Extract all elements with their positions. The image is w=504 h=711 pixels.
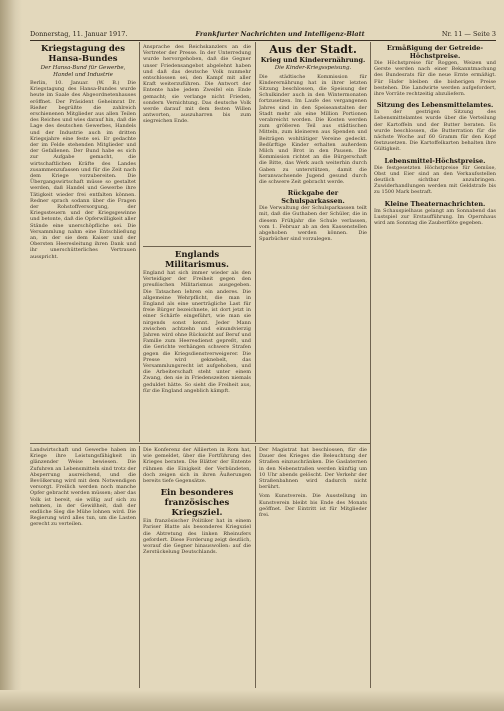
article-body: Landwirtschaft und Gewerbe haben im Kriege ihre Leistungsfähigkeit in glänzender Weise bewiesen. Die Zufuhren an Lebensmitteln sind trotz der Absperrung ausreichend, und die Bevölkerung wird mit dem Notwendigen versorgt. Freilich werden noch manche Opfer gebracht werden müssen; aber das Volk ist bereit, sie willig auf sich zu nehmen, in der Gewißheit, daß der endliche Sieg die Mühe lohnen wird. Die Regierung wird alles tun, um die Lasten gerecht zu verteilen. [30,447,136,528]
article-body: Die Höchstpreise für Roggen, Weizen und Gerste werden nach einer Bekanntmachung des Bundesrats für die neue Ernte ermäßigt. Für Hafer bleiben die bisherigen Preise bestehen. Die Landwirte werden aufgefordert, ihre Vorräte rechtzeitig abzuliefern. [374,60,496,98]
article-body: Die Konferenz der Alliierten in Rom hat, wie gemeldet, über die Fortführung des Krieges beraten. Die Blätter der Entente rühmen die Einigkeit der Verbündeten, doch zeigen sich in ihren Äußerungen bereits tiefe Gegensätze. [143,447,251,485]
article-title: Ein besonderes französisches Kriegsziel. [160,488,234,519]
article-divider [143,246,251,247]
article-body: Ein französischer Politiker hat in einem Pariser Blatte als besonderes Kriegsziel die Abtretung des linken Rheinufers gefordert. Diese Forderung zeigt deutlich, worauf die Gegner hinauswollen: auf die Zerstückelung Deutschlands. [143,518,251,556]
article-chancellor [143,44,251,254]
article-title: Lebensmittel-Höchstpreise. [384,156,486,165]
article-city-news [259,44,367,442]
article-body: Die Verwaltung der Schulsparkassen teilt mit, daß die Guthaben der Schüler, die in diesem Frühjahr die Schule verlassen, vom 1. Februar ab an den Kassenstellen abgehoben werden können. Die Sparbücher sind vorzulegen. [259,205,367,243]
article-subtitle: Die Kinder-Kriegsspeisung. [274,65,352,71]
article-title: Kleine Theaternachrichten. [384,199,486,208]
article-body: In der gestrigen Sitzung des Lebensmittelamtes wurde über die Verteilung der Kartoffeln und der Butter beraten. Es wurde beschlossen, die Butterration für die nächste Woche auf 60 Gramm für den Kopf festzusetzen. Die Kartoffelkarten behalten ihre Gültigkeit. [374,109,496,153]
article-england-militarism [143,250,251,442]
article-hansa-bund [30,44,136,442]
article-right-column [374,44,496,688]
header-masthead: Frankfurter Nachrichten und Intelligenz-Blatt [195,30,365,38]
article-body: Der Magistrat hat beschlossen, für die Dauer des Krieges die Beleuchtung der Straßen einzuschränken. Die Gaslaternen in den Nebenstraßen werden künftig um 10 Uhr abends gelöscht. Der Verkehr der Straßenbahnen wird dadurch nicht berührt. [259,447,367,491]
article-body: Im Schauspielhaus gelangt am Sonnabend das Lustspiel zur Erstaufführung. Im Opernhaus wird am Sonntag die Zauberflöte gegeben. [374,207,496,227]
article-title: Kriegstagung des Hansa-Bundes [40,44,125,64]
article-title: Ermäßigung der Getreide-Höchstpreise. [386,44,484,60]
article-body: Ansprache des Reichskanzlers an die Vertreter der Presse. In der Unterredung wurde hervorgehoben, daß die Gegner unser Friedensangebot abgelehnt haben und daß das deutsche Volk nunmehr entschlossen sei, den Kampf mit aller Kraft weiterzuführen. Die Antwort der Entente habe jedem Zweifel ein Ende gemacht; sie verlange nicht Frieden, sondern Vernichtung. Das deutsche Volk werde darauf mit dem festen Willen antworten, auszuharren bis zum siegreichen Ende. [143,44,251,125]
header-page-number: Nr. 11 — Seite 3 [441,30,496,38]
article-body: Die festgesetzten Höchstpreise für Gemüse, Obst und Eier sind an den Verkaufsstellen deutlich sichtbar anzubringen. Zuwiderhandlungen werden mit Geldstrafe bis zu 1500 Mark bestraft. [374,164,496,196]
article-lower-2 [143,447,251,687]
section-divider [30,443,370,444]
column-rule [139,42,140,442]
page-header [30,28,496,41]
article-lower-3 [259,447,367,687]
column-rule [255,42,256,442]
page-bottom-edge [0,690,504,711]
article-title: Rückgabe der Schulsparkassen. [281,189,345,206]
article-title: Sitzung des Lebensmittelamtes. [376,101,494,110]
article-title: Krieg und Kinderernährung. [260,56,366,64]
page-binding-shadow [0,0,22,711]
article-body: England hat sich immer wieder als den Verteidiger der Freiheit gegen den preußischen Militarismus ausgegeben. Die Tatsachen lehren ein anderes. Die allgemeine Wehrpflicht, die man in England als eine unerträgliche Last für freie Bürger bezeichnete, ist dort jetzt in einer Schärfe eingeführt, wie man sie nirgends sonst kennt. Jeder Mann zwischen achtzehn und einundvierzig Jahren wird ohne Rücksicht auf Beruf und Familie zum Heeresdienst gepreßt, und die Gerichte verhängen schwere Strafen gegen die Kriegsdienstverweigerer. Die Presse wird geknebelt, das Versammlungsrecht ist aufgehoben, und die Arbeiterschaft steht unter einem Zwang, den sie in Friedenszeiten niemals geduldet hätte. So sieht die Freiheit aus, für die England angeblich kämpft. [143,270,251,394]
header-date: Donnerstag, 11. Januar 1917. [30,30,128,38]
column-rule [370,42,371,688]
article-body: Vom Kunstverein. Die Ausstellung im Kunstverein bleibt bis Ende des Monats geöffnet. Der Eintritt ist für Mitglieder frei. [259,493,367,519]
section-title: Aus der Stadt. [269,44,357,56]
article-subtitle: Der Hansa-Bund für Gewerbe, Handel und Industrie [40,65,126,78]
article-lower-1 [30,447,136,687]
article-body: Berlin, 10. Januar. (W. B.) Die Kriegstagung des Hansa-Bundes wurde heute im Saale des Abgeordnetenhauses eröffnet. Der Präsident Geheimrat Dr. Rießer begrüßte die zahlreich erschienenen Mitglieder aus allen Teilen des Reiches und wies darauf hin, daß die Lage des deutschen Gewerbes, Handels und der Industrie auch im dritten Kriegsjahre eine feste sei. Er gedachte der im Felde stehenden Mitglieder und der Gefallenen. Der Bund habe es sich zur Aufgabe gemacht, die wirtschaftlichen Kräfte des Landes zusammenzufassen und für die Zeit nach dem Kriege vorzubereiten. Die Übergangswirtschaft müsse so gestaltet werden, daß Handel und Gewerbe ihre Tätigkeit wieder frei entfalten können. Redner sprach sodann über die Fragen der Rohstoffversorgung, der Kriegssteuern und der Kriegsgewinne und betonte, daß die Opferwilligkeit aller Stände eine unerschöpfliche sei. Die Versammlung nahm eine Entschließung an, in der sie dem Kaiser und der Obersten Heeresleitung ihren Dank und ihr unerschütterliches Vertrauen ausspricht. [30,80,136,260]
article-body: Die städtische Kommission für Kinderernährung hat in ihrer letzten Sitzung beschlossen, die Speisung der Schulkinder auch in den Wintermonaten fortzusetzen. Im Laufe des vergangenen Jahres sind in den Speiseanstalten der Stadt mehr als eine Million Portionen verabreicht worden. Die Kosten werden zum größeren Teil aus städtischen Mitteln, zum kleineren aus Spenden und Beiträgen wohltätiger Vereine gedeckt. Bedürftige Kinder erhalten außerdem Milch und Brot in den Pausen. Die Kommission richtet an die Bürgerschaft die Bitte, das Werk auch weiterhin durch Gaben zu unterstützen, damit die heranwachsende Jugend gesund durch die schwere Zeit gebracht werde. [259,73,367,185]
article-title: Englands Militarismus. [165,250,229,270]
column-rule [255,446,256,688]
column-rule [139,446,140,688]
